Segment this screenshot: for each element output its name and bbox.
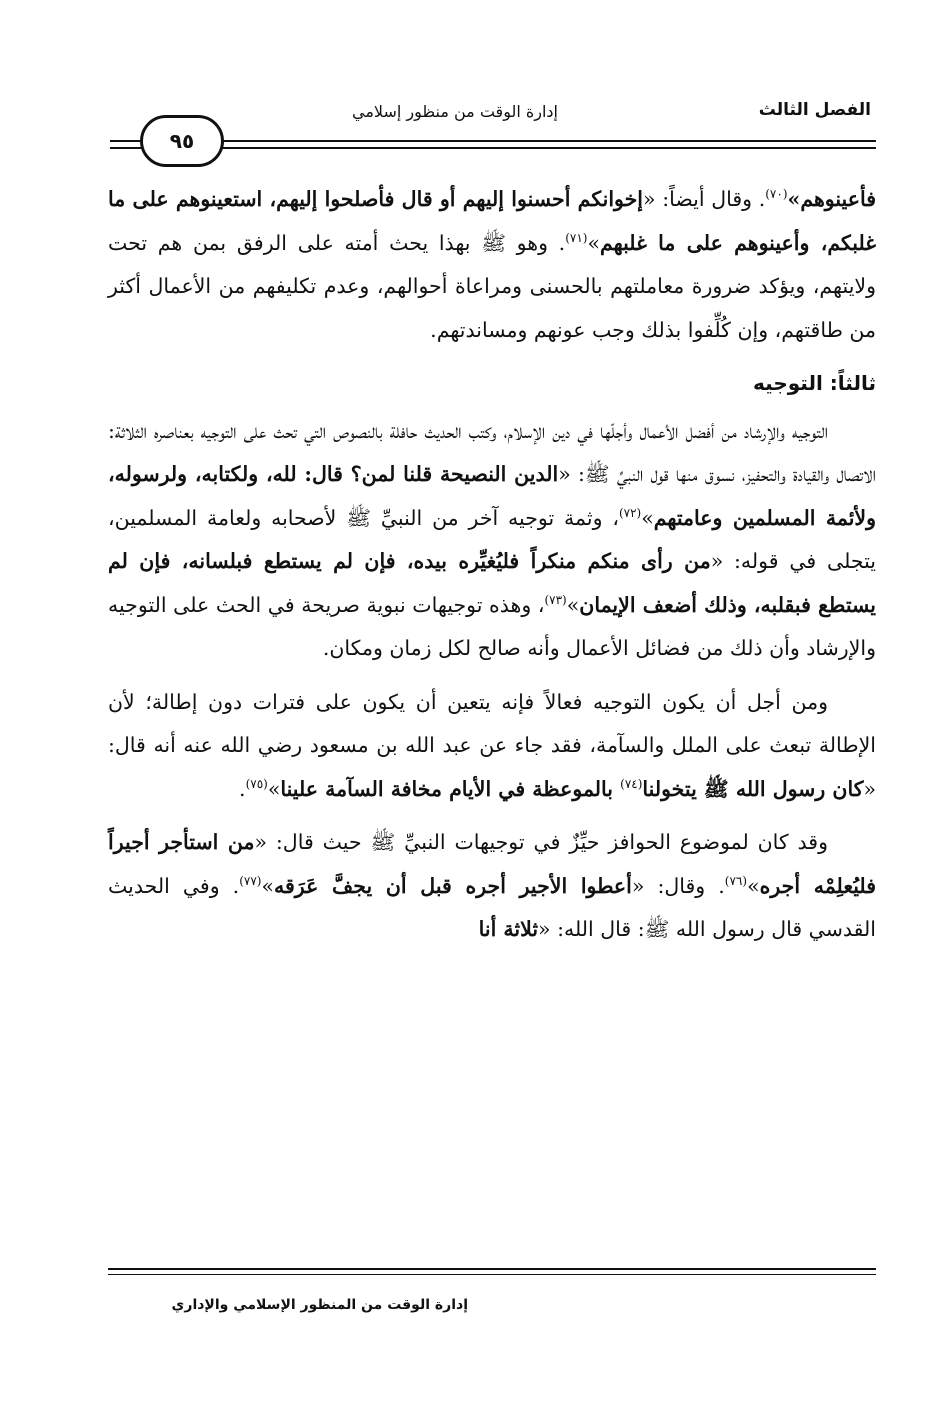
text-run: . وفي الحديث القدسي قال رسول الله ﷺ: قال الله: «	[108, 873, 876, 941]
hadith-text: ثلاثة أنا	[478, 917, 539, 941]
text-run: وقد كان لموضوع الحوافز حيِّزٌ في توجيهات النبيِّ ﷺ حيث قال: «	[254, 830, 829, 854]
page-number: ٩٥	[169, 129, 195, 153]
footnote-ref: (٧٧)	[239, 873, 262, 888]
page-number-badge	[140, 115, 224, 167]
text-run: »	[566, 592, 580, 617]
text-run: »	[747, 873, 760, 898]
paragraph-4	[108, 821, 876, 952]
text-run: »	[267, 776, 281, 801]
text-run: »	[641, 505, 654, 530]
hadith-text: فأعينوهم»	[787, 187, 877, 211]
section-heading: ثالثاً: التوجيه	[753, 371, 876, 395]
header-rule-right	[218, 140, 876, 149]
running-head-chapter: الفصل الثالث	[758, 100, 871, 120]
hadith-text: أعطوا الأجير أجره قبل أن يجفَّ عَرَقه	[274, 873, 632, 898]
hadith-text: إخوانكم أحسنوا إليهم أو قال فأصلحوا إليهم، استعينوهم على ما غلبكم، وأعينوهم على ما غلبهم	[108, 187, 876, 255]
text-run: ، وهذه توجيهات نبوية صريحة في الحث على التوجيه والإرشاد وأن ذلك من فضائل الأعمال وأنه صالح لكل زمان ومكان.	[108, 592, 876, 660]
footnote-ref: (٧٠)	[765, 187, 788, 202]
footer-rule	[108, 1268, 876, 1275]
footnote-ref: (٧١)	[565, 230, 588, 245]
hadith-text: بالموعظة في الأيام مخافة السآمة علينا	[280, 776, 621, 801]
footer-book-title: إدارة الوقت من المنظور الإسلامي والإداري	[171, 1297, 468, 1313]
footnote-ref: (٧٣)	[544, 592, 567, 607]
text-run: . وقال أيضاً: «	[643, 187, 766, 211]
text-run: . وهو ﷺ بهذا يحث أمته على الرفق بمن هم تحت ولايتهم، ويؤكد ضرورة معاملتهم بالحسنى ومراعاة أحوالهم، وعدم تكليفهم من الأعمال أكثر من طاقتهم، وإن كُلِّفوا بذلك وجب عونهم ومساندتهم.	[108, 230, 876, 342]
hadith-text: من استأجر أجيراً فليُعلِمْه أجره	[108, 830, 876, 898]
text-run: .	[239, 776, 246, 801]
paragraph-1	[108, 178, 876, 352]
footnote-ref: (٧٥)	[245, 776, 268, 791]
text-run: التوجيه والإرشاد من أفضل الأعمال وأجلّها في دين الإسلام، وكتب الحديث حافلة بالنصوص التي تحث على التوجيه بعناصره الثلاثة: الاتصال والقيادة والتحفيز، نسوق منها قول النبيِّ ﷺ: «	[108, 418, 876, 486]
text-run: ومن أجل أن يكون التوجيه فعالاً فإنه يتعين أن يكون على فترات دون إطالة؛ لأن الإطالة تبعث على الملل والسآمة، فقد جاء عن عبد الله بن مسعود رضي الله عنه أنه قال: «	[108, 689, 876, 801]
footnote-ref: (٧٢)	[618, 505, 642, 520]
hadith-text: من رأى منكم منكراً فليُغيِّره بيده، فإن لم يستطع فبلسانه، فإن لم يستطع فبقلبه، وذلك أضعف الإيمان	[108, 549, 876, 617]
header-rule-left	[110, 140, 142, 149]
body-text	[108, 178, 876, 952]
paragraph-2	[108, 410, 876, 671]
footnote-ref: (٧٤)	[620, 776, 643, 791]
footnote-ref: (٧٦)	[724, 873, 748, 888]
hadith-text: كان رسول الله ﷺ يتخولنا	[642, 776, 864, 801]
text-run: »	[261, 873, 275, 898]
paragraph-3	[108, 681, 876, 812]
running-head-title: إدارة الوقت من منظور إسلامي	[352, 102, 558, 121]
text-run: ، وثمة توجيه آخر من النبيِّ ﷺ لأصحابه ولعامة المسلمين، يتجلى في قوله: «	[108, 505, 876, 573]
text-run: . وقال: «	[631, 873, 725, 898]
text-run: »	[587, 230, 601, 255]
hadith-text: الدين النصيحة قلنا لمن؟ قال: لله، ولكتابه، ولرسوله، ولأئمة المسلمين وعامتهم	[108, 462, 876, 530]
